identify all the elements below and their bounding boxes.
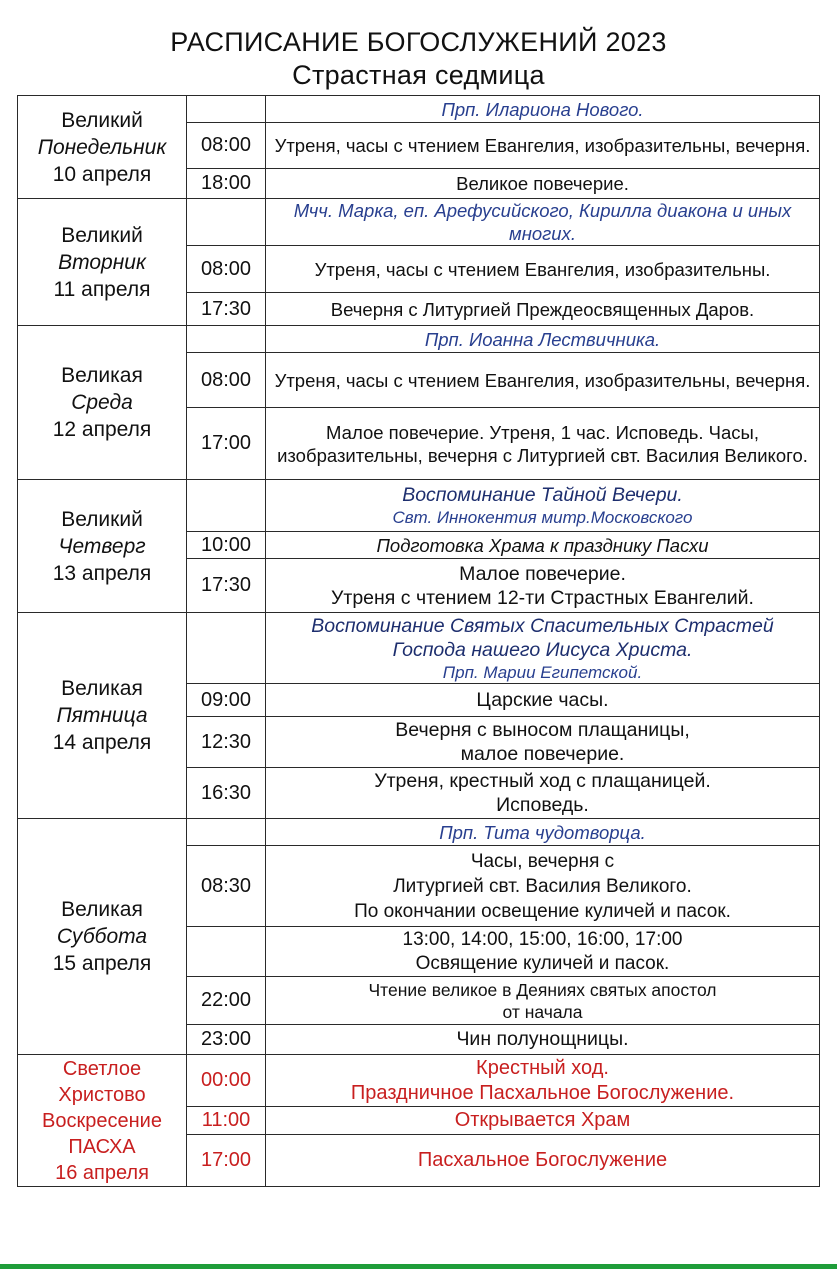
service-time: 16:30 (187, 768, 266, 819)
service-text: Пасхальное Богослужение (266, 1135, 820, 1187)
service-text: Чтение великое в Деяниях святых апостол от начала (266, 977, 820, 1025)
service-text: Утреня, часы с чтением Евангелия, изобразительны, вечерня. (266, 123, 820, 169)
day-tuesday: Великий Вторник 11 апреля (18, 199, 187, 326)
service-text: Вечерня с Литургией Преждеосвященных Даров. (266, 293, 820, 326)
service-time: 17:30 (187, 293, 266, 326)
saint-saturday: Прп. Тита чудотворца. (266, 819, 820, 846)
service-time: 08:00 (187, 353, 266, 408)
service-time: 09:00 (187, 684, 266, 717)
service-time (187, 927, 266, 977)
saint-monday: Прп. Илариона Нового. (266, 96, 820, 123)
service-text: Утреня, крестный ход с плащаницей. Исповедь. (266, 768, 820, 819)
service-time: 12:30 (187, 717, 266, 768)
page-subtitle: Страстная седмица (292, 60, 545, 90)
service-text: Чин полунощницы. (266, 1025, 820, 1055)
service-time: 08:30 (187, 846, 266, 927)
service-time: 17:30 (187, 559, 266, 613)
service-time: 11:00 (187, 1107, 266, 1135)
page-title: РАСПИСАНИЕ БОГОСЛУЖЕНИЙ 2023 (170, 27, 667, 57)
service-time: 18:00 (187, 169, 266, 199)
service-text: Открывается Храм (266, 1107, 820, 1135)
service-text: Крестный ход. Праздничное Пасхальное Богослужение. (266, 1055, 820, 1107)
day-friday: Великая Пятница 14 апреля (18, 613, 187, 819)
day-easter: Светлое Христово Воскресение ПАСХА 16 апреля (18, 1055, 187, 1187)
service-text: Вечерня с выносом плащаницы, малое повечерие. (266, 717, 820, 768)
service-text: Утреня, часы с чтением Евангелия, изобразительны, вечерня. (266, 353, 820, 408)
service-time: 00:00 (187, 1055, 266, 1107)
service-time: 22:00 (187, 977, 266, 1025)
feast-friday: Воспоминание Святых Спасительных Страстей Господа нашего Иисуса Христа. Прп. Марии Египетской. (266, 613, 820, 684)
schedule-table (17, 95, 820, 1187)
service-text: Часы, вечерня с Литургией свт. Василия Великого. По окончании освещение куличей и пасок. (266, 846, 820, 927)
service-time: 17:00 (187, 1135, 266, 1187)
service-text: Утреня, часы с чтением Евангелия, изобразительны. (266, 246, 820, 293)
day-wednesday: Великая Среда 12 апреля (18, 326, 187, 480)
service-text: 13:00, 14:00, 15:00, 16:00, 17:00 Освящение куличей и пасок. (266, 927, 820, 977)
saint-wednesday: Прп. Иоанна Лествичника. (266, 326, 820, 353)
day-monday: Великий Понедельник 10 апреля (18, 96, 187, 199)
saint-tuesday: Мчч. Марка, еп. Арефусийского, Кирилла диакона и иных многих. (266, 199, 820, 246)
bottom-divider (0, 1264, 837, 1269)
day-thursday: Великий Четверг 13 апреля (18, 480, 187, 613)
service-text: Малое повечерие. Утреня, 1 час. Исповедь. Часы, изобразительны, вечерня с Литургией свт. Василия Великого. (266, 408, 820, 480)
service-text: Подготовка Храма к празднику Пасхи (266, 532, 820, 559)
service-time: 23:00 (187, 1025, 266, 1055)
service-text: Великое повечерие. (266, 169, 820, 199)
service-text: Царские часы. (266, 684, 820, 717)
service-time: 17:00 (187, 408, 266, 480)
service-time: 10:00 (187, 532, 266, 559)
service-time: 08:00 (187, 246, 266, 293)
service-time: 08:00 (187, 123, 266, 169)
service-text: Малое повечерие. Утреня с чтением 12-ти Страстных Евангелий. (266, 559, 820, 613)
feast-thursday: Воспоминание Тайной Вечери. Свт. Иннокентия митр.Московского (266, 480, 820, 532)
day-saturday: Великая Суббота 15 апреля (18, 819, 187, 1055)
